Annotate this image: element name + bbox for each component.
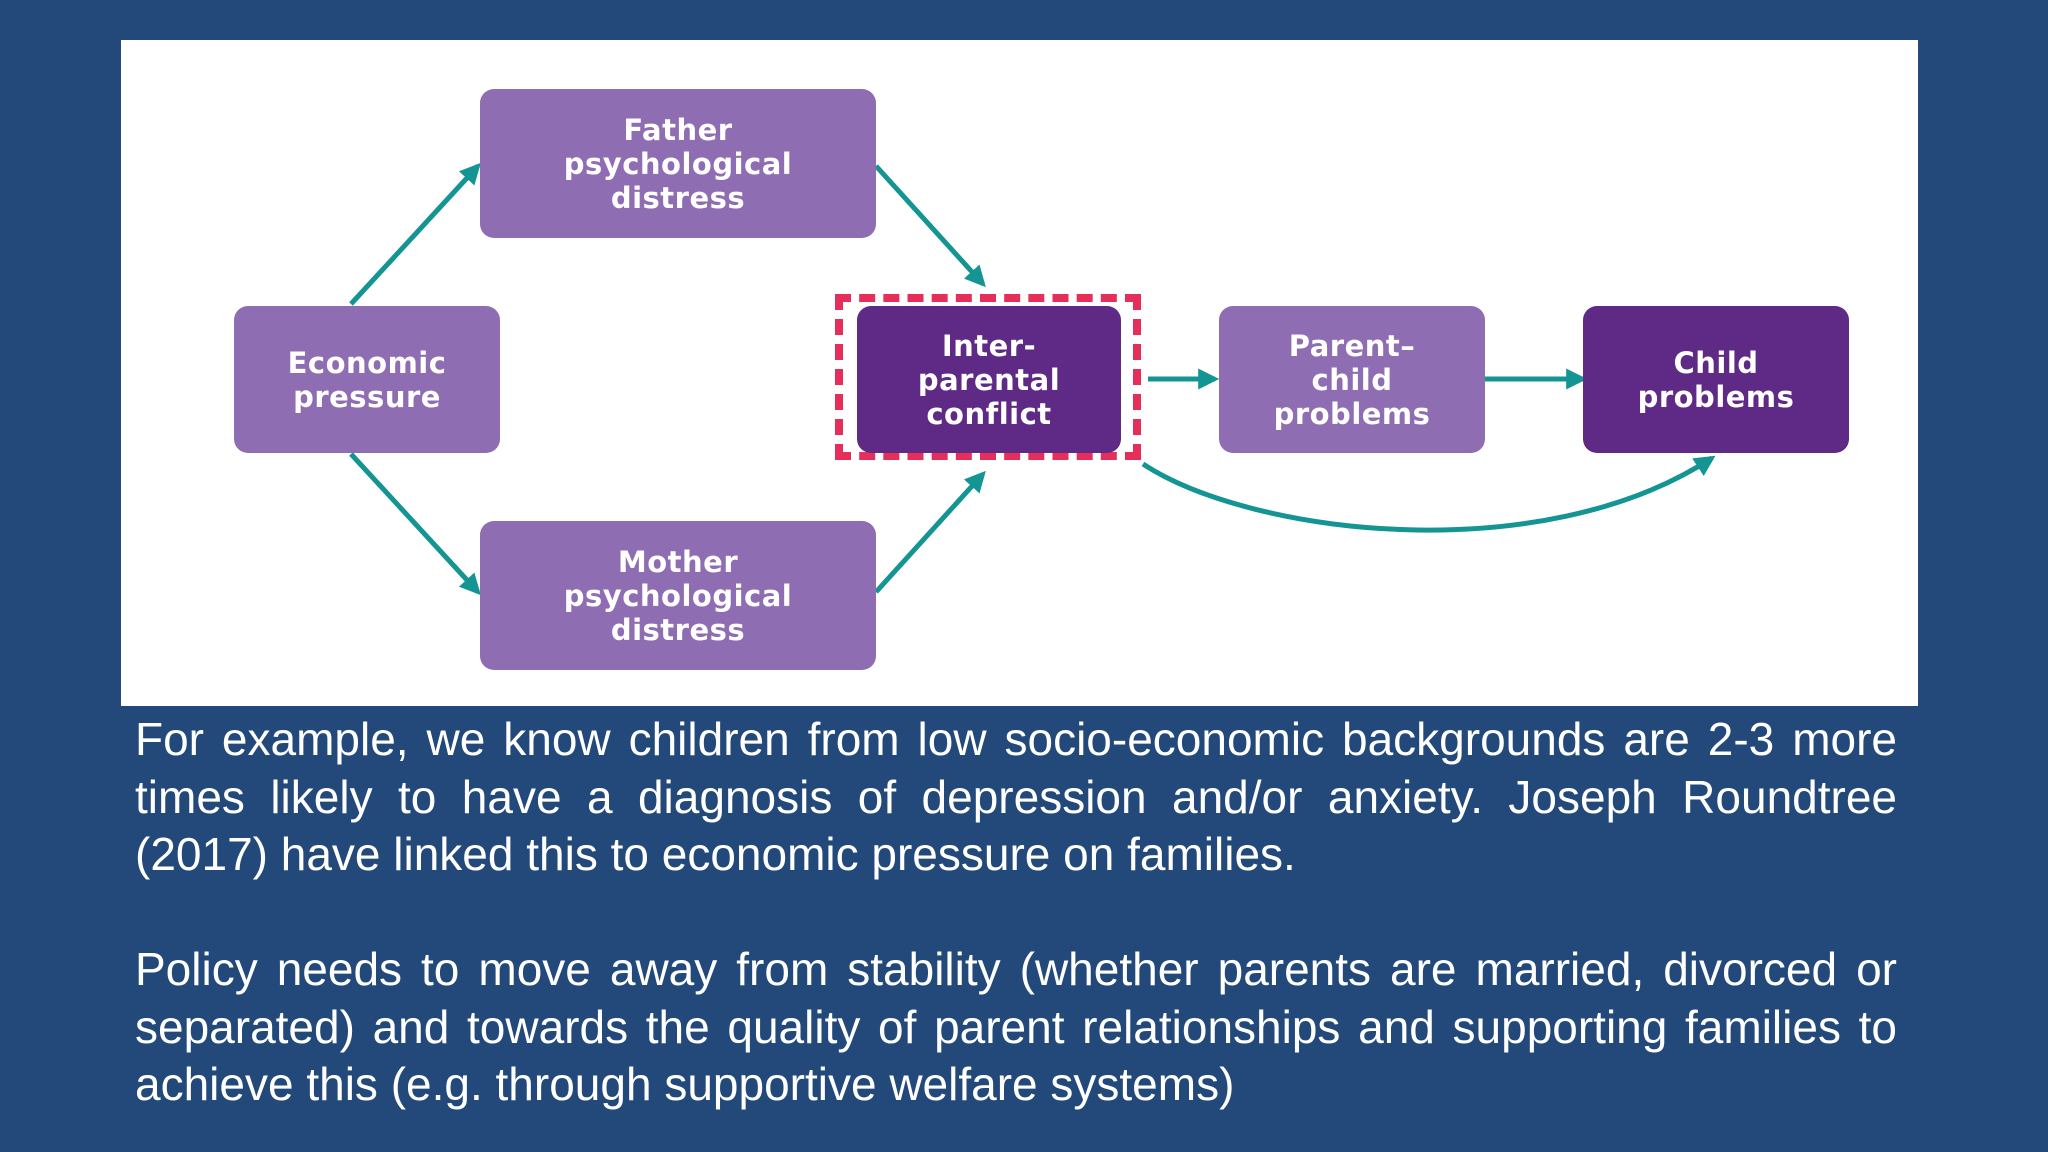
node-mother-distress: Mother psychological distress <box>480 521 876 670</box>
diagram-panel <box>121 40 1918 706</box>
node-parent-child-problems: Parent– child problems <box>1219 306 1485 453</box>
arrow-mother-to-conflict <box>876 474 983 592</box>
arrow-economic-to-mother <box>351 454 478 592</box>
arrow-father-to-conflict <box>876 166 983 284</box>
node-father-distress: Father psychological distress <box>480 89 876 238</box>
body-paragraph-1: For example, we know children from low socio-economic backgrounds are 2-3 more times likely to have a diagnosis of depression and/or anxiety. Joseph Roundtree (2017) have linked this to economic pressure on families. <box>135 713 1897 880</box>
node-child-problems: Child problems <box>1583 306 1849 453</box>
arrow-economic-to-father <box>351 166 478 304</box>
node-interparental-conflict: Inter- parental conflict <box>857 306 1121 453</box>
node-economic-pressure: Economic pressure <box>234 306 500 453</box>
body-paragraph-2: Policy needs to move away from stability (whether parents are married, divorced or separated) and towards the quality of parent relationships and supporting families to achieve this (e.g. through supportive welfare systems) <box>135 943 1897 1110</box>
arrow-conflict-to-child-curve <box>1143 458 1712 530</box>
